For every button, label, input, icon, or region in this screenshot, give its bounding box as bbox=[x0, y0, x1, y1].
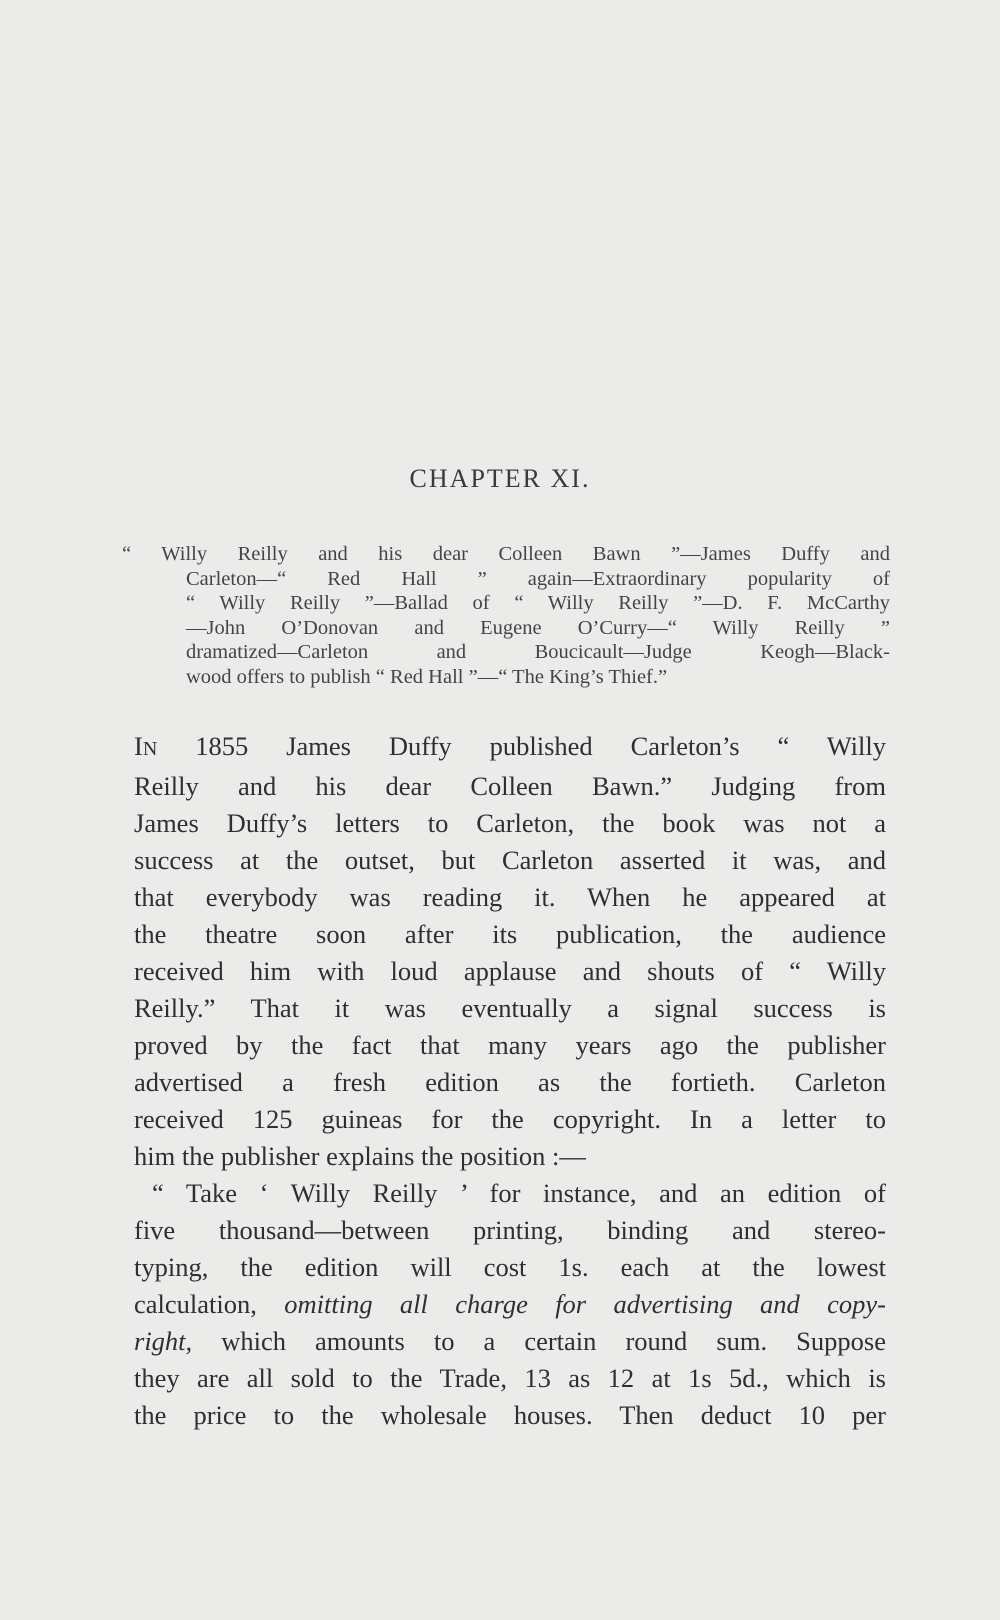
quote-line bbox=[134, 1323, 886, 1360]
quote-line bbox=[134, 1286, 886, 1323]
summary-line: dramatized—Carleton and Boucicault—Judge Keogh—Black- bbox=[186, 641, 890, 664]
body-line: him the publisher explains the position :— bbox=[134, 1141, 586, 1171]
quote-line: they are all sold to the Trade, 13 as 12 at 1s 5d., which is bbox=[134, 1363, 886, 1393]
quote-line: “ Take ‘ Willy Reilly ’ for instance, and an edition of bbox=[152, 1178, 886, 1208]
summary-line: “ Willy Reilly ”—Ballad of “ Willy Reilly ”—D. F. McCarthy bbox=[186, 592, 890, 615]
body-line: the theatre soon after its publication, the audience bbox=[134, 919, 886, 949]
summary-line: Carleton—“ Red Hall ” again—Extraordinary popularity of bbox=[186, 567, 890, 590]
body-line: Reilly.” That it was eventually a signal success is bbox=[134, 993, 886, 1023]
body-line: James Duffy’s letters to Carleton, the book was not a bbox=[134, 808, 886, 838]
body-line: success at the outset, but Carleton asserted it was, and bbox=[134, 845, 886, 875]
calc-text: calculation, bbox=[134, 1289, 285, 1319]
chapter-title: CHAPTER XI. bbox=[409, 464, 591, 493]
body-line: Reilly and his dear Colleen Bawn.” Judging from bbox=[134, 771, 886, 801]
summary-line: wood offers to publish “ Red Hall ”—“ The King’s Thief.” bbox=[186, 665, 668, 688]
quote-line: the price to the wholesale houses. Then deduct 10 per bbox=[134, 1400, 886, 1430]
italic-text: omitting all charge for advertising and copy- bbox=[284, 1289, 887, 1319]
quote-line: five thousand—between printing, binding and stereo- bbox=[134, 1215, 886, 1245]
summary-line: —John O’Donovan and Eugene O’Curry—“ Willy Reilly ” bbox=[186, 616, 890, 639]
body-line: advertised a fresh edition as the fortieth. Carleton bbox=[134, 1067, 886, 1097]
right-text: which amounts to a certain round sum. Suppose bbox=[192, 1326, 886, 1356]
body-text bbox=[134, 728, 886, 1434]
body-line-rest: 1855 James Duffy published Carleton’s “ Willy bbox=[157, 731, 886, 761]
body-line: proved by the fact that many years ago the publisher bbox=[134, 1030, 886, 1060]
summary-line: “ Willy Reilly and his dear Colleen Bawn ”—James Duffy and bbox=[122, 543, 890, 565]
body-line: received 125 guineas for the copyright. In a letter to bbox=[134, 1104, 886, 1134]
body-line bbox=[134, 728, 886, 768]
italic-text: right, bbox=[134, 1326, 193, 1356]
body-line: received him with loud applause and shouts of “ Willy bbox=[134, 956, 886, 986]
initial-letter: I bbox=[134, 731, 143, 761]
initial-letter-rest: N bbox=[142, 738, 158, 760]
quote-line: typing, the edition will cost 1s. each at the lowest bbox=[134, 1252, 886, 1282]
chapter-summary bbox=[122, 542, 890, 690]
body-line: that everybody was reading it. When he appeared at bbox=[134, 882, 886, 912]
